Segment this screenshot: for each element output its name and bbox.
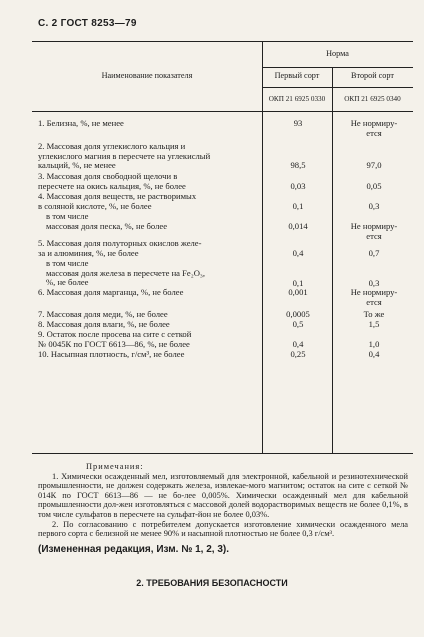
note-2: 2. По согласованию с потребителем допускается изготовление химически осажденного мела первого сорта с белизной не менее 90% и насыпной плотностью не более 0,3 г/см³. (38, 519, 408, 539)
row-name: 5. Массовая доля полуторных окислов желе- за и алюминия, %, не более (38, 238, 202, 258)
row-value-first: 0,001 (288, 287, 308, 297)
row-value-first: 93 (293, 118, 303, 128)
table-top-rule (32, 41, 413, 42)
row-value-second: 0,3 (368, 201, 380, 211)
row-value-second: Не нормиру- ется (350, 287, 398, 307)
row-name: 10. Насыпная плотность, г/см³, не более (38, 349, 185, 359)
col-name-header: Наименование показателя (101, 71, 193, 80)
row-value-second: 0,7 (368, 248, 380, 258)
row-name: 1. Белизна, %, не менее (38, 118, 124, 128)
row-name: в том числе массовая доля песка, %, не более (46, 211, 168, 231)
amendment-note: (Измененная редакция, Изм. № 1, 2, 3). (38, 543, 230, 555)
row-value-second: 0,3 (368, 278, 380, 288)
row-name: 4. Массовая доля веществ, не растворимых в соляной кислоте, %, не более (38, 191, 197, 211)
row-value-second: Не нормиру- ется (350, 118, 398, 138)
row-value-second: 1,5 (368, 319, 380, 329)
norm-sub-rule (262, 67, 413, 68)
row-value-first: 0,25 (290, 349, 306, 359)
row-name: в том числе массовая доля железа в пересчете на Fe₂O₃, %, не более (46, 258, 206, 288)
row-value-second: 0,05 (366, 181, 382, 191)
header-bottom-rule (32, 111, 413, 112)
row-name: 8. Массовая доля влаги, %, не более (38, 319, 170, 329)
row-value-first: 0,5 (292, 319, 304, 329)
col-second-header: Второй сорт (351, 71, 394, 80)
code-sub-rule (262, 87, 413, 88)
row-value-first: 0,03 (290, 181, 306, 191)
row-value-first: 0,1 (292, 278, 304, 288)
row-value-second: Не нормиру- ется (350, 221, 398, 241)
row-value-first: 0,1 (292, 201, 304, 211)
row-value-first: 0,0005 (286, 309, 310, 319)
row-name: 7. Массовая доля меди, %, не более (38, 309, 168, 319)
row-value-second: То же (363, 309, 385, 319)
col-norm-header: Норма (326, 49, 349, 58)
section-title: 2. ТРЕБОВАНИЯ БЕЗОПАСНОСТИ (136, 578, 288, 588)
code-second: ОКП 21 6925 0340 (344, 95, 401, 103)
row-name: 2. Массовая доля углекислого кальция и углекислого магния в пересчете на углекислый кальций, %, не менее (38, 141, 211, 171)
table-bottom-rule (32, 453, 413, 454)
table-vline-2 (332, 67, 333, 453)
row-value-second: 97,0 (366, 160, 382, 170)
page-header: С. 2 ГОСТ 8253—79 (38, 18, 137, 29)
note-1: 1. Химически осажденный мел, изготовляемый для электронной, кабельной и резинотехнической промышленности, не должен содержать железа, извлекае-мого магнитом; остаток на сите с сеткой № 014К по ГОСТ 6613—86 — не бо-лее 0,005%. Химически осажденный мел для кабельной промышленности дол-жен изготовляться с массовой долей водорастворимых веществ не более 0,1%, в том числе сульфатов в пересчете на сульфат-йон не более 0,03%. (38, 471, 408, 519)
row-name: 6. Массовая доля марганца, %, не более (38, 287, 184, 297)
row-name: 9. Остаток после просева на сите с сеткой № 0045К по ГОСТ 6613—86, %, не более (38, 329, 192, 349)
row-value-second: 1,0 (368, 339, 380, 349)
row-value-first: 0,014 (288, 221, 308, 231)
row-value-first: 98,5 (290, 160, 306, 170)
code-first: ОКП 21 6925 0330 (268, 95, 326, 103)
row-value-first: 0,4 (292, 339, 304, 349)
notes-title: Примечания: (86, 462, 144, 471)
col-first-header: Первый сорт (274, 71, 320, 80)
notes-block (38, 462, 408, 554)
row-name: 3. Массовая доля свободной щелочи в пересчете на окись кальция, %, не более (38, 171, 186, 191)
row-value-first: 0,4 (292, 248, 304, 258)
row-value-second: 0,4 (368, 349, 380, 359)
